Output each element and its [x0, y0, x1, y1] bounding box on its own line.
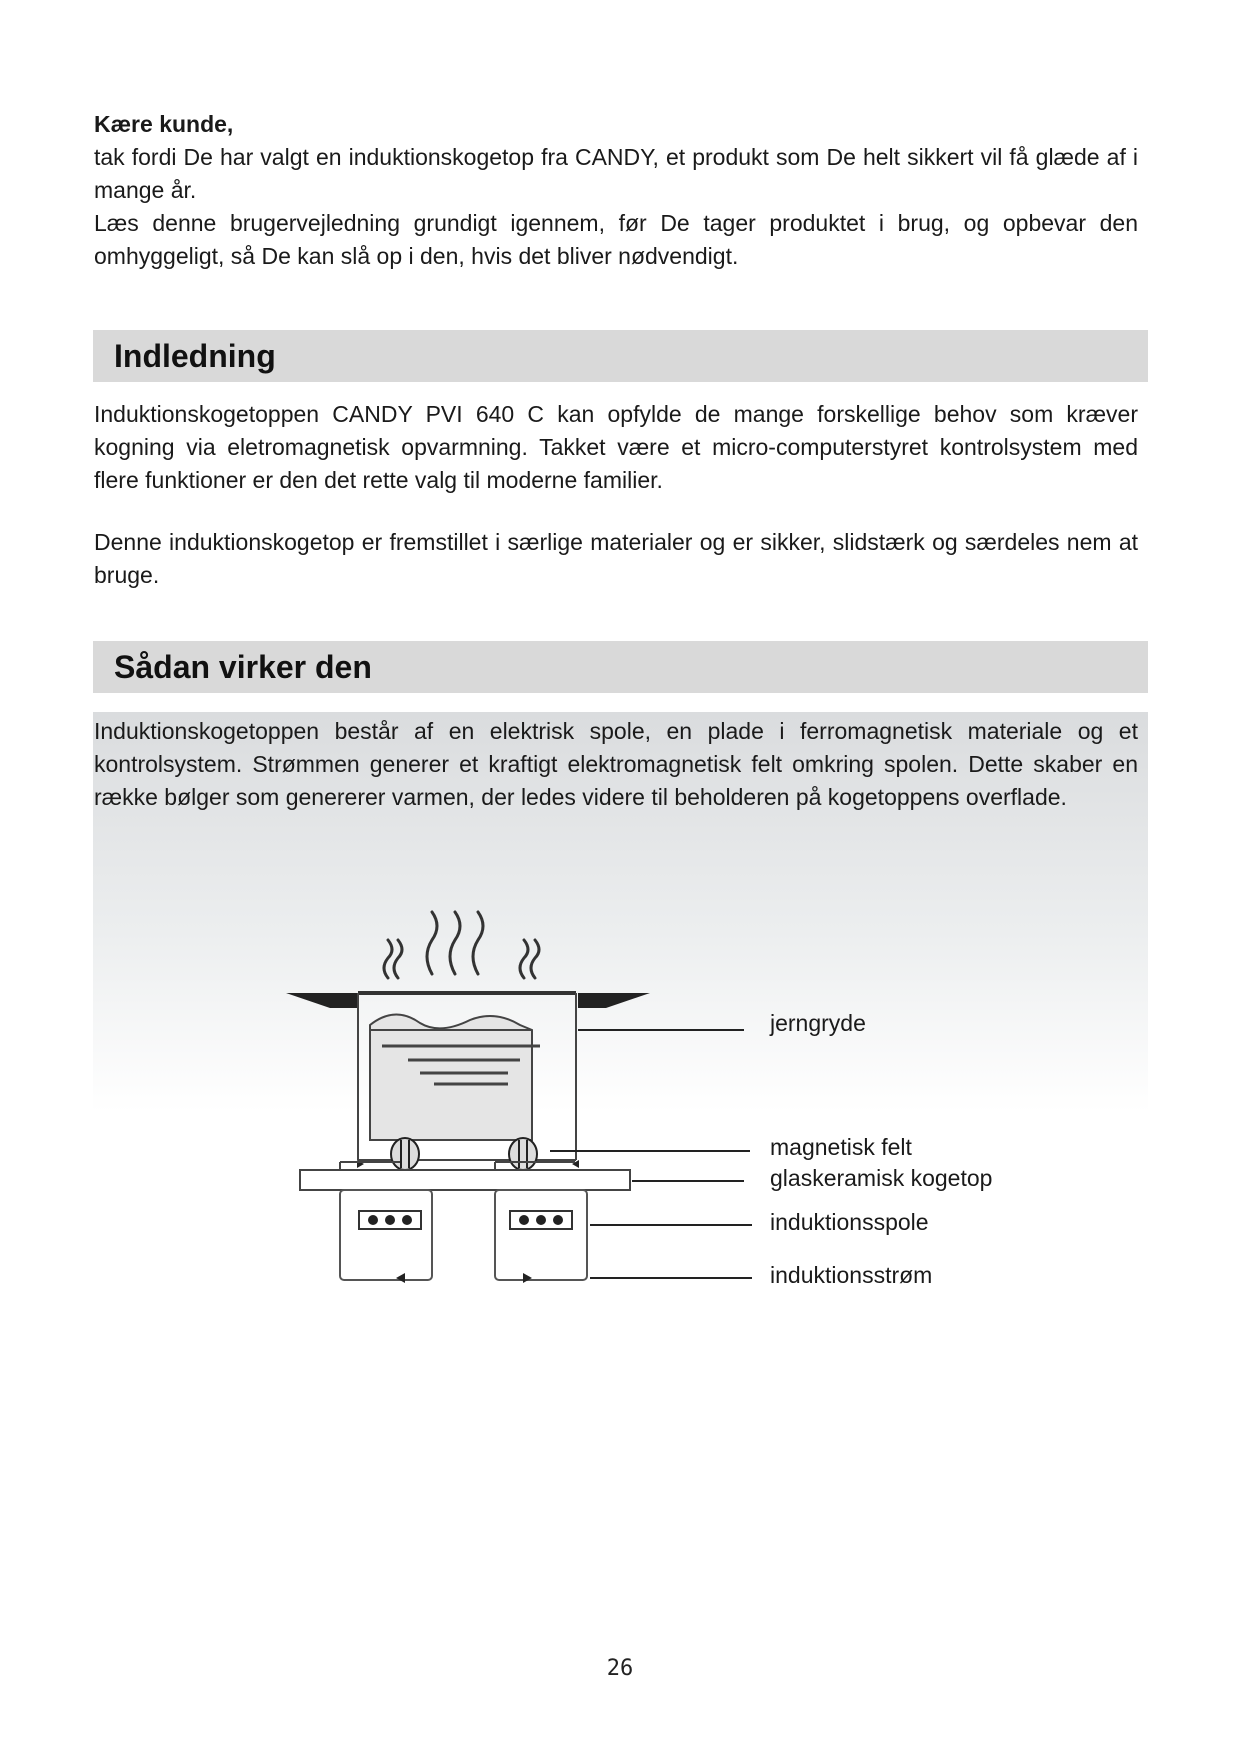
label-glaskeramisk-kogetop: glaskeramisk kogetop: [770, 1165, 993, 1191]
intro-paragraph-2: Læs denne brugervejledning grundigt igennem, før De tager produktet i brug, og opbevar den omhyggeligt, så De kan slå op i den, hvis det bliver nødvendigt.: [94, 210, 1138, 269]
induction-coil-icon: [340, 1190, 587, 1283]
label-induktionsspole: induktionsspole: [770, 1209, 929, 1235]
indledning-paragraph-2: Denne induktionskogetop er fremstillet i særlige materialer og er sikker, slidstærk og særdeles nem at bruge.: [94, 529, 1138, 588]
glass-hob-icon: [300, 1162, 630, 1190]
label-magnetisk-felt: magnetisk felt: [770, 1134, 912, 1160]
magnetic-field-icon: [391, 1138, 537, 1170]
label-jerngryde: jerngryde: [770, 1010, 866, 1036]
saadan-paragraph-1: Induktionskogetoppen består af en elektrisk spole, en plade i ferromagnetisk materiale og et kontrolsystem. Strømmen generer et kraftigt elektromagnetisk felt omkring spolen. Dette skaber en række bølger som genererer varmen, der ledes videre til beholderen på kogetoppens overflade.: [94, 718, 1138, 810]
indledning-paragraph-1: Induktionskogetoppen CANDY PVI 640 C kan opfylde de mange forskellige behov som kræver kogning via eletromagnetisk opvarmning. Takket være et micro-computerstyret kontrolsystem med flere funktioner er den det rette valg til moderne familier.: [94, 401, 1138, 493]
intro-paragraph-1: tak fordi De har valgt en induktionskogetop fra CANDY, et produkt som De helt sikkert vil få glæde af i mange år.: [94, 144, 1138, 203]
page-number: 26: [606, 1656, 634, 1681]
label-induktionsstroem: induktionsstrøm: [770, 1262, 933, 1288]
pot-icon: [286, 991, 650, 1160]
section-title: Indledning: [114, 338, 276, 374]
steam-icon: [384, 912, 539, 978]
greeting: Kære kunde,: [94, 111, 234, 137]
section-title: Sådan virker den: [114, 649, 372, 685]
